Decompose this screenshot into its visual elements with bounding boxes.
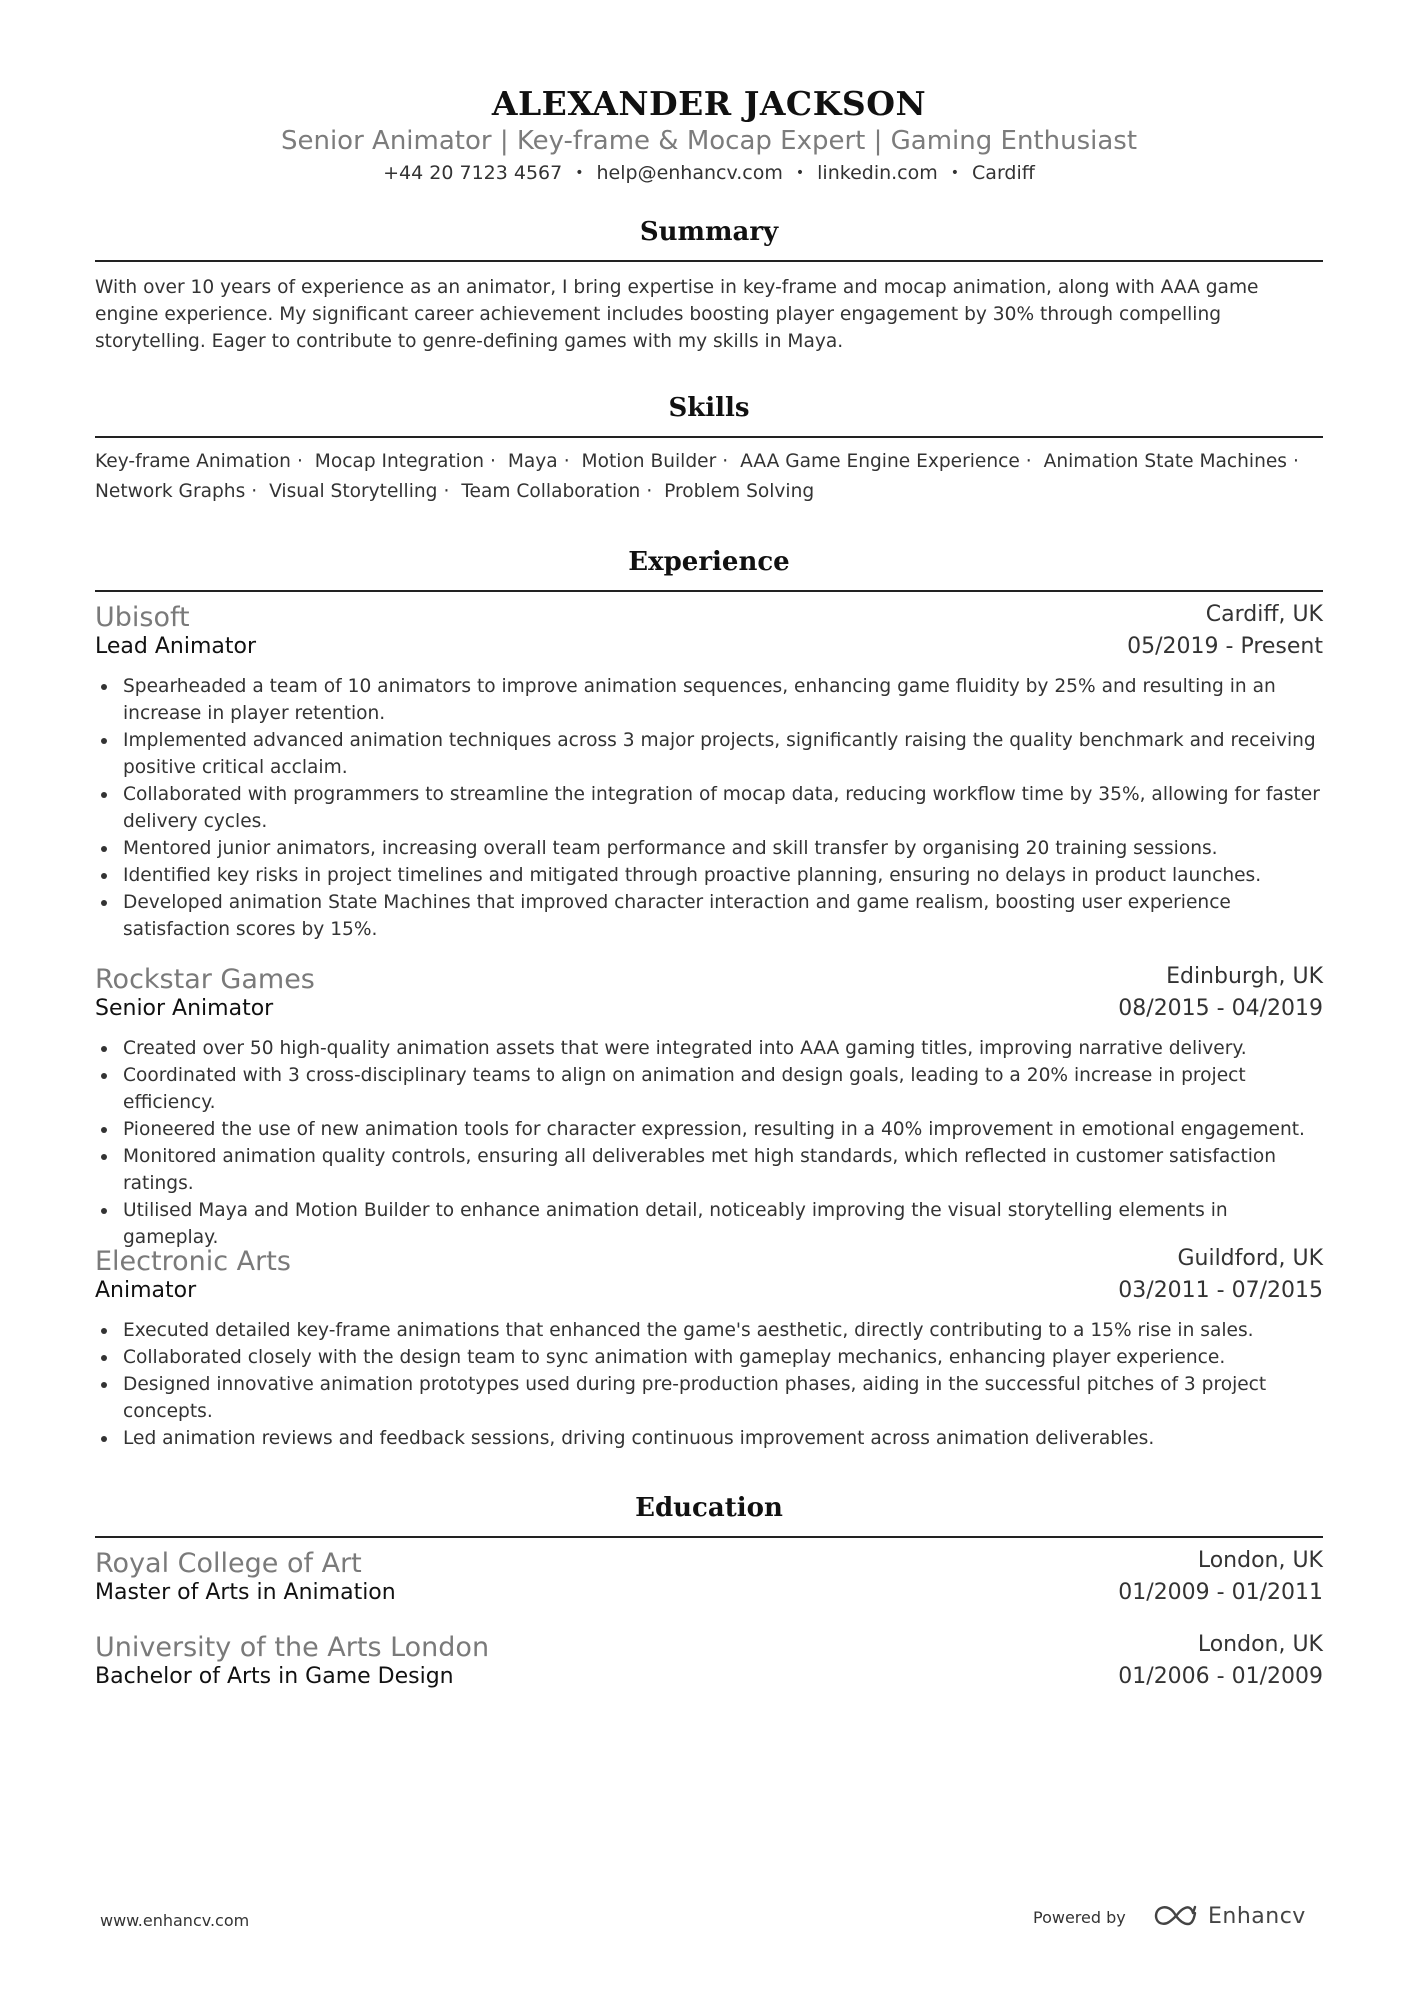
job-entry bbox=[95, 602, 1323, 940]
bullet-item: Collaborated closely with the design team to sync animation with gameplay mechanics, enhancing player experience. bbox=[95, 1344, 1323, 1371]
job-title: Animator bbox=[95, 1278, 197, 1303]
job-title: Senior Animator bbox=[95, 996, 274, 1021]
education-divider bbox=[95, 1536, 1323, 1538]
skill-item: Mocap Integration bbox=[314, 451, 484, 472]
bullet-item: Collaborated with programmers to streamline the integration of mocap data, reducing workflow time by 35%, allowing for faster delivery cycles. bbox=[95, 781, 1323, 835]
company-name: Rockstar Games bbox=[95, 964, 315, 995]
skill-separator: · bbox=[722, 451, 729, 472]
contact-email[interactable]: help@enhancv.com bbox=[596, 162, 783, 184]
candidate-name: ALEXANDER JACKSON bbox=[491, 84, 927, 123]
skills-list bbox=[95, 447, 1323, 507]
skill-item: Network Graphs bbox=[95, 481, 246, 502]
skill-separator: · bbox=[646, 481, 653, 502]
skill-item: Problem Solving bbox=[664, 481, 815, 502]
enhancv-brand-link[interactable] bbox=[1152, 1899, 1306, 1933]
separator-dot: • bbox=[575, 165, 584, 181]
enhancv-brand-name: Enhancv bbox=[1208, 1903, 1306, 1929]
job-location: Guildford, UK bbox=[1177, 1246, 1323, 1271]
bullet-item: Mentored junior animators, increasing overall team performance and skill transfer by organising 20 training sessions. bbox=[95, 835, 1323, 862]
education-entry bbox=[95, 1632, 1323, 1696]
summary-text: With over 10 years of experience as an animator, I bring expertise in key-frame and mocap animation, along with AAA game engine experience. My significant career achievement includes boosting player engagement by 30% through compelling storytelling. Eager to contribute to genre-defining games with my skills in Maya. bbox=[95, 277, 1259, 352]
company-name: Ubisoft bbox=[95, 602, 190, 633]
education-heading: Education bbox=[635, 1493, 783, 1523]
separator-dot: • bbox=[795, 165, 805, 181]
education-dates: 01/2006 - 01/2009 bbox=[1118, 1664, 1323, 1689]
job-entry bbox=[95, 1246, 1323, 1449]
powered-by-label: Powered by bbox=[1033, 1908, 1126, 1927]
skill-item: Visual Storytelling bbox=[269, 481, 438, 502]
job-bullets bbox=[95, 1035, 1323, 1251]
school-name: Royal College of Art bbox=[95, 1548, 362, 1579]
company-name: Electronic Arts bbox=[95, 1246, 291, 1277]
contact-line bbox=[95, 162, 1323, 184]
skill-item: Animation State Machines bbox=[1043, 451, 1287, 472]
contact-linkedin[interactable]: linkedin.com bbox=[817, 162, 938, 184]
skills-heading: Skills bbox=[668, 393, 750, 423]
skill-separator: · bbox=[296, 451, 303, 472]
education-entry bbox=[95, 1548, 1323, 1612]
bullet-item: Coordinated with 3 cross-disciplinary teams to align on animation and design goals, leading to a 20% increase in project efficiency. bbox=[95, 1062, 1323, 1116]
job-bullets bbox=[95, 673, 1323, 943]
candidate-tagline: Senior Animator | Key-frame & Mocap Expert | Gaming Enthusiast bbox=[280, 126, 1138, 156]
school-location: London, UK bbox=[1197, 1632, 1323, 1657]
bullet-item: Designed innovative animation prototypes used during pre-production phases, aiding in the successful pitches of 3 project concepts. bbox=[95, 1371, 1323, 1425]
school-location: London, UK bbox=[1197, 1548, 1323, 1573]
skill-item: Team Collaboration bbox=[461, 481, 641, 502]
enhancv-logo-icon bbox=[1152, 1903, 1200, 1929]
skills-divider bbox=[95, 436, 1323, 438]
summary-divider bbox=[95, 260, 1323, 262]
bullet-item: Executed detailed key-frame animations that enhanced the game's aesthetic, directly contributing to a 15% rise in sales. bbox=[95, 1317, 1323, 1344]
separator-dot: • bbox=[950, 165, 960, 181]
degree-name: Master of Arts in Animation bbox=[95, 1580, 396, 1605]
job-entry bbox=[95, 964, 1323, 1248]
skill-separator: · bbox=[443, 481, 450, 502]
contact-phone: +44 20 7123 4567 bbox=[383, 162, 563, 184]
footer-website-link[interactable]: www.enhancv.com bbox=[100, 1911, 250, 1930]
skill-separator: · bbox=[563, 451, 570, 472]
skill-item: Motion Builder bbox=[581, 451, 717, 472]
skill-separator: · bbox=[251, 481, 258, 502]
bullet-item: Developed animation State Machines that improved character interaction and game realism, boosting user experience satisfaction scores by 15%. bbox=[95, 889, 1323, 943]
job-location: Cardiff, UK bbox=[1205, 602, 1323, 627]
job-bullets bbox=[95, 1317, 1323, 1452]
bullet-item: Identified key risks in project timelines and mitigated through proactive planning, ensuring no delays in product launches. bbox=[95, 862, 1323, 889]
skill-item: Key-frame Animation bbox=[95, 451, 291, 472]
skill-item: Maya bbox=[507, 451, 558, 472]
bullet-item: Created over 50 high-quality animation assets that were integrated into AAA gaming titles, improving narrative delivery. bbox=[95, 1035, 1323, 1062]
skill-separator: · bbox=[1293, 451, 1299, 472]
summary-heading: Summary bbox=[639, 217, 779, 247]
education-dates: 01/2009 - 01/2011 bbox=[1118, 1580, 1323, 1605]
bullet-item: Utilised Maya and Motion Builder to enhance animation detail, noticeably improving the visual storytelling elements in gameplay. bbox=[95, 1197, 1323, 1251]
degree-name: Bachelor of Arts in Game Design bbox=[95, 1664, 454, 1689]
bullet-item: Pioneered the use of new animation tools for character expression, resulting in a 40% improvement in emotional engagement. bbox=[95, 1116, 1323, 1143]
job-dates: 08/2015 - 04/2019 bbox=[1118, 996, 1323, 1021]
skill-separator: · bbox=[490, 451, 496, 472]
skill-item: AAA Game Engine Experience bbox=[740, 451, 1020, 472]
job-title: Lead Animator bbox=[95, 634, 256, 659]
bullet-item: Led animation reviews and feedback sessions, driving continuous improvement across animation deliverables. bbox=[95, 1425, 1323, 1452]
experience-heading: Experience bbox=[628, 547, 790, 577]
job-dates: 03/2011 - 07/2015 bbox=[1118, 1278, 1323, 1303]
job-location: Edinburgh, UK bbox=[1166, 964, 1323, 989]
bullet-item: Spearheaded a team of 10 animators to improve animation sequences, enhancing game fluidity by 25% and resulting in an increase in player retention. bbox=[95, 673, 1323, 727]
skill-separator: · bbox=[1025, 451, 1032, 472]
job-dates: 05/2019 - Present bbox=[1127, 634, 1323, 659]
experience-divider bbox=[95, 590, 1323, 592]
contact-location: Cardiff bbox=[972, 162, 1035, 184]
bullet-item: Implemented advanced animation techniques across 3 major projects, significantly raising the quality benchmark and receiving positive critical acclaim. bbox=[95, 727, 1323, 781]
school-name: University of the Arts London bbox=[95, 1632, 490, 1663]
bullet-item: Monitored animation quality controls, ensuring all deliverables met high standards, which reflected in customer satisfaction ratings. bbox=[95, 1143, 1323, 1197]
